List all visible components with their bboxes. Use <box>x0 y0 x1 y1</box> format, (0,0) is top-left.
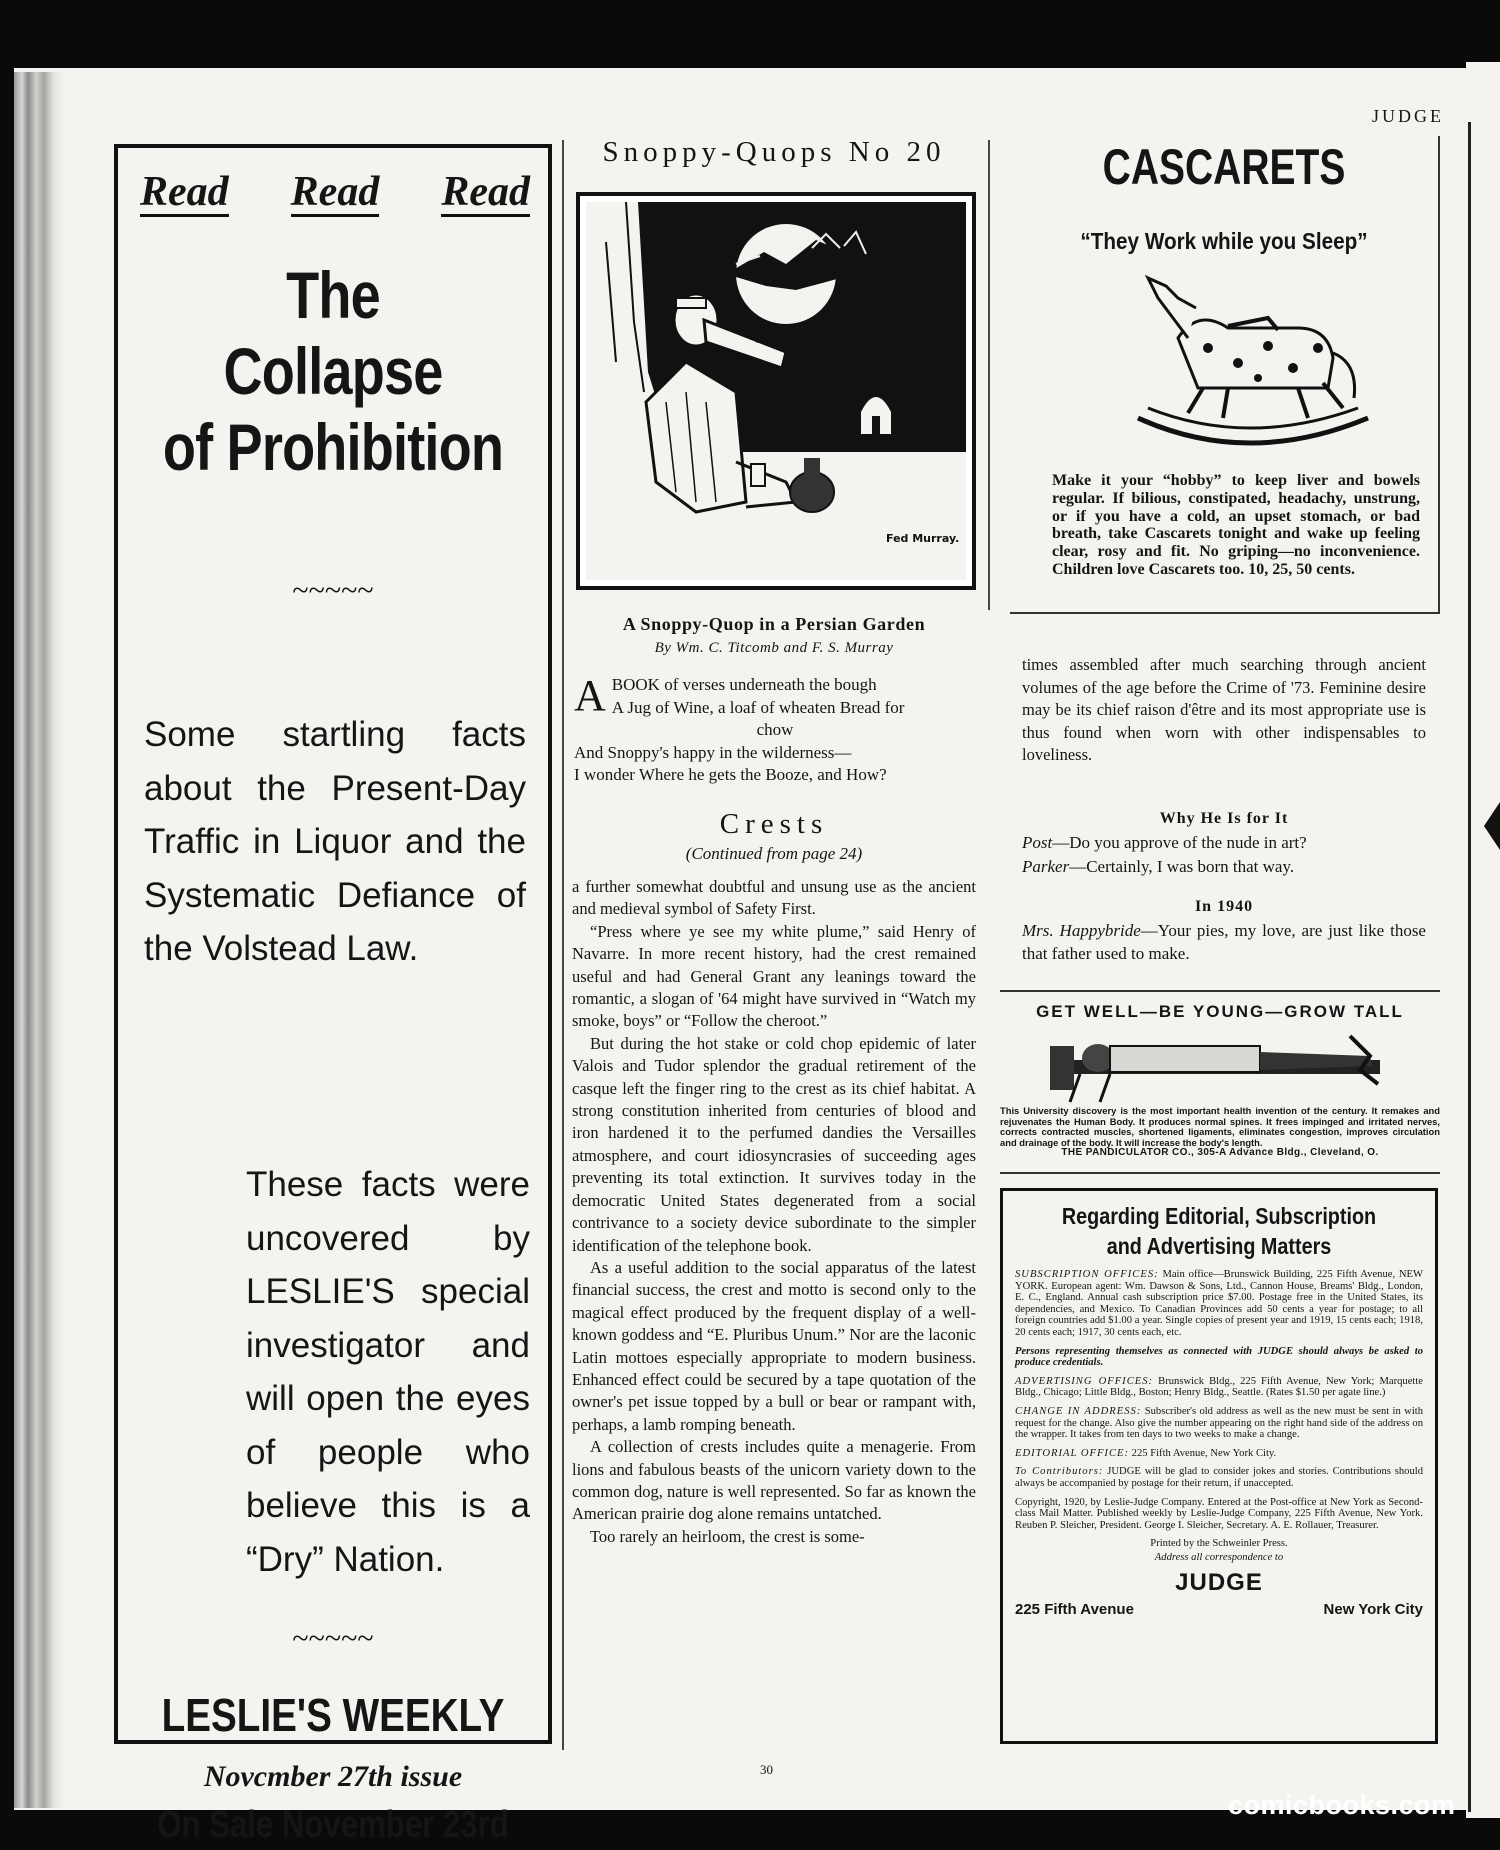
regarding-paragraph <box>1015 1406 1423 1441</box>
regarding-note: Persons representing themselves as connected with JUDGE should always be asked to produce credentials. <box>1015 1345 1423 1369</box>
joke-text: —Your pies, my love, are just like those that father used to make. <box>1022 921 1426 963</box>
joke-heading: In 1940 <box>1194 898 1254 915</box>
leslies-weekly-ad <box>114 144 552 1846</box>
joke-speaker: Mrs. Happybride <box>1022 921 1141 940</box>
joke-text: —Do you approve of the nude in art? <box>1052 833 1307 852</box>
verse-line: BOOK of verses underneath the bough <box>611 675 877 694</box>
cartoon-illustration <box>586 202 966 580</box>
joke-line <box>1022 832 1426 855</box>
regarding-text: Main office—Brunswick Building, 225 Fifth Avenue, NEW YORK. European agent: Wm. Dawson & Sons, Ltd., Cannon House, Breams' Bldg., London, E. C., England. Annual cash subscription price $7.00. Postage free in the United States, its dependencies, and Mexico. To Canadian Provinces add 50 cents a year for postage; to all foreign countries add $1.00 a year. Single copies of present year and 1919, 15 cents each; 1918, 20 cents each; 1917, 30 cents each, etc. <box>1015 1269 1424 1338</box>
crests-continuation: times assembled after much searching through ancient volumes of the age before the Crime of '73. Feminine desire may be its chief raison d'être and its most appropriate use is thus found when worn with other indispensables to loveliness. <box>1022 655 1426 765</box>
ad-headline <box>157 258 510 486</box>
site-watermark: comicbooks.com <box>1228 1790 1456 1820</box>
regarding-text: Brunswick Bldg., 225 Fifth Avenue, New York; Marquette Bldg., Chicago; Little Bldg., Boston; Henry Bldg., Seattle. (Rates $1.50 per agate line.) <box>1015 1375 1423 1399</box>
page-number: 30 <box>760 1762 773 1777</box>
crests-article-body <box>572 876 976 1850</box>
cartoon-byline: By Wm. C. Titcomb and F. S. Murray <box>654 640 894 656</box>
snoppy-quop-cartoon <box>576 192 976 590</box>
regarding-copyright: Copyright, 1920, by Leslie-Judge Company. Entered at the Post-office at New York as Second-class Mail Matter. Published weekly by Leslie-Judge Company, 225 Fifth Avenue, New York. Reuben P. Sleicher, President. George I. Sleicher, Secretary. A. E. Rollauer, Treasurer. <box>1015 1496 1423 1531</box>
joke-heading: Why He Is for It <box>1159 810 1289 827</box>
regarding-label: EDITORIAL OFFICE: <box>1015 1447 1130 1459</box>
regarding-label: CHANGE IN ADDRESS: <box>1015 1405 1142 1417</box>
column-rule <box>562 140 564 1750</box>
read-word: Read <box>140 170 229 217</box>
ad-facts-text: These facts were uncovered by LESLIE'S special investigator and will open the eyes of people who believe this is a “Dry” Nation. <box>246 1165 530 1579</box>
regarding-address-note: Address all correspondence to <box>1154 1551 1284 1563</box>
running-head: JUDGE <box>1372 106 1444 126</box>
article-paragraph: Too rarely an heirloom, the crest is some- <box>590 1526 865 1546</box>
article-paragraph: “Press where ye see my white plume,” said Henry of Navarre. In more recent history, had the crest remained useful and had General Grant any leanings toward the romantic, a slogan of '64 might have survived in “Watch my smoke, boys” or “Follow the cheroot.” <box>572 921 976 1031</box>
on-sale-date: On Sale November 23rd <box>157 1804 509 1846</box>
read-word: Read <box>291 170 380 217</box>
joke-speaker: Parker <box>1022 857 1070 876</box>
cascarets-ad <box>1010 136 1440 614</box>
pandiculator-text: This University discovery is the most important health invention of the century. It remakes and rejuvenates the Human Body. It produces normal spines. It frees impinged and irritated nerves, corrects contracted muscles, shortened ligaments, eliminates congestion, improves circulation and drainage of the body. It will increase the body's length. <box>1000 1105 1440 1148</box>
column-rule <box>988 140 990 610</box>
facing-page-edge <box>1466 62 1500 1818</box>
regarding-text: JUDGE will be glad to consider jokes and stories. Contributions should always be accompanied by postage for their return, if unaccepted. <box>1015 1466 1424 1489</box>
cascarets-body: Make it your “hobby” to keep liver and bowels regular. If bilious, constipated, headachy, unstrung, or if you have a cold, an upset stomach, or bad breath, take Cascarets tonight and wake up feeling clear, rosy and fit. No griping—no inconvenience. Children love Cascarets too. 10, 25, 50 cents. <box>1052 472 1420 578</box>
regarding-box <box>1000 1188 1438 1744</box>
read-word: Read <box>441 170 530 217</box>
verse-line: I wonder Where he gets the Booze, and How? <box>574 765 887 784</box>
joke-line <box>1022 856 1426 879</box>
verse-line: A Jug of Wine, a loaf of wheaten Bread for <box>611 697 905 717</box>
verse-line: chow <box>756 720 794 739</box>
joke-speaker: Post <box>1022 833 1053 852</box>
regarding-paragraph <box>1015 1466 1423 1489</box>
headline-line: of Prohibition <box>162 409 504 484</box>
leslies-weekly-title: LESLIE'S WEEKLY <box>161 1689 505 1741</box>
footer-city: New York City <box>1323 1601 1423 1619</box>
regarding-paragraph <box>1015 1376 1423 1399</box>
ornament-divider: ~~~~~ <box>292 1622 374 1655</box>
crests-title: Crests <box>719 808 829 840</box>
footer-address: 225 Fifth Avenue <box>1015 1601 1134 1619</box>
verse-dropcap: A <box>574 671 606 720</box>
regarding-footer <box>1015 1601 1423 1618</box>
regarding-printer: Printed by the Schweinler Press. <box>1150 1538 1288 1550</box>
joke-line <box>1022 920 1426 965</box>
headline-line: Collapse <box>223 333 443 408</box>
regarding-body <box>1015 1269 1423 1563</box>
regarding-label: ADVERTISING OFFICES: <box>1015 1375 1154 1387</box>
section-rule <box>1000 990 1440 992</box>
regarding-judge-title: JUDGE <box>1175 1569 1263 1597</box>
cartoon-verse <box>574 671 976 787</box>
pandiculator-title: GET WELL—BE YOUNG—GROW TALL <box>1036 1002 1404 1021</box>
article-paragraph: A collection of crests includes quite a menagerie. From lions and fabulous beasts of the unicorn variety down to the common dog, nature is well represented. So far as known the American prairie dog alone remains untatched. <box>572 1437 976 1524</box>
regarding-label: SUBSCRIPTION OFFICES: <box>1015 1269 1159 1280</box>
regarding-text: 225 Fifth Avenue, New York City. <box>1131 1447 1277 1459</box>
cascarets-tagline: “They Work while you Sleep” <box>1080 228 1368 254</box>
regarding-label: To Contributors: <box>1015 1466 1104 1478</box>
binding-spine <box>14 72 66 1808</box>
rocking-horse-icon <box>1118 268 1378 458</box>
ornament-divider: ~~~~~ <box>292 574 374 607</box>
headline-line: The <box>286 258 380 332</box>
joke-text: —Certainly, I was born that way. <box>1069 857 1295 876</box>
artist-signature: Fed Murray. <box>886 532 960 545</box>
cascarets-title: CASCARETS <box>1102 139 1346 195</box>
article-paragraph: But during the hot stake or cold chop epidemic of later Valois and Tudor splendor the gradual retirement of the casque left the finger ring to the crest as its chief habitat. A strong constitution inherited from centuries of blood and iron hardened it to the perfumed dandies the Versailles atmosphere, and court idiosyncrasies of succeeding ages preventing its total extinction. It survives today in the democratic United States degenerated from a social contrivance to a society device subordinate to the simpler identification of the telephone book. <box>572 1033 976 1255</box>
issue-date: Novcmber 27th issue <box>203 1760 463 1793</box>
read-row <box>140 170 530 217</box>
stretching-device-icon <box>1050 1026 1390 1104</box>
regarding-paragraph <box>1015 1269 1423 1339</box>
regarding-paragraph <box>1015 1448 1423 1460</box>
facing-page-rule <box>1468 122 1471 1812</box>
ad-intro-text: Some startling facts about the Present-Day Traffic in Liquor and the Systematic Defiance of the Volstead Law. <box>144 715 526 968</box>
article-paragraph: As a useful addition to the social apparatus of the latest financial success, the crest and motto is second only to the magical effect produced by the frequent display of a well-known goddess and “E. Pluribus Unum.” Nor are the laconic Latin mottoes especially appropriate to modern business. Enhanced effect could be secured by a tape quotation of the owner's pet issue topped by a bull or bear or rampant with, perhaps, a lamb romping beneath. <box>572 1257 976 1434</box>
verse-line: And Snoppy's happy in the wilderness— <box>574 742 852 762</box>
pandiculator-body <box>1000 1106 1440 1159</box>
regarding-text: Subscriber's old address as well as the new must be sent in with request for the change. Also give the number appearing on the right hand side of the address on the wrapper. It takes from ten days to two weeks to make a change. <box>1015 1405 1423 1441</box>
article-paragraph: a further somewhat doubtful and unsung use as the ancient and medieval symbol of Safety First. <box>572 877 976 919</box>
regarding-title: Regarding Editorial, Subscription and Advertising Matters <box>1061 1203 1377 1259</box>
crests-continued-note: (Continued from page 24) <box>685 844 863 863</box>
arrow-mark-icon <box>1484 802 1500 850</box>
pandiculator-ad <box>1000 996 1440 1174</box>
series-title: Snoppy-Quops No 20 <box>602 136 946 168</box>
cartoon-caption-title: A Snoppy-Quop in a Persian Garden <box>622 614 926 634</box>
pandiculator-address: THE PANDICULATOR CO., 305-A Advance Bldg., Cleveland, O. <box>1061 1147 1379 1159</box>
